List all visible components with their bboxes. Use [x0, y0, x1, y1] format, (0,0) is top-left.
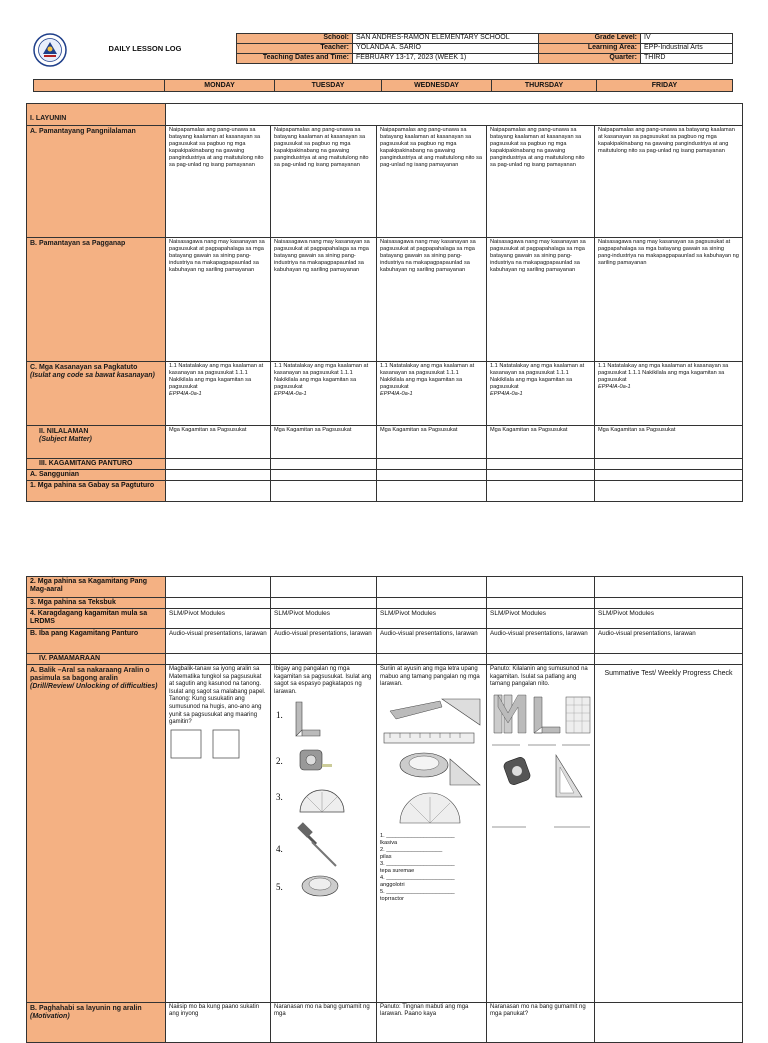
cell-fri-pang: Naipapamalas ang pang-unawa sa batayang kaalaman at kasanayan sa pagsusukat sa pagbuo ng mga kapakipakinabang na gawaing pangindustriya at ang maitutulong nito sa pag-unlad ng isang pamayanan — [595, 126, 743, 238]
header-info-table — [236, 33, 733, 64]
grade-value: IV — [641, 34, 733, 44]
cell-thu-pang: Naipapamalas ang pang-unawa sa batayang kaalaman at kasanayan sa pagsusukat sa pagbuo ng mga kapakipakinabang na gawaing pangindustriya at ang maitutulong nito sa pag-unlad ng isang pamayanan — [487, 126, 595, 238]
cell-wed-nilalaman: Mga Kagamitan sa Pagsusukat — [377, 426, 487, 459]
cell-wed-kasanayan: 1.1 Natatalakay ang mga kaalaman at kasanayan sa pagsusukat 1.1.1 Nakikilala ang mga kagamitan sa pagsusukat EPP4IA-0a-1 — [377, 362, 487, 426]
grid-ruler-icon — [566, 697, 590, 733]
cell-fri-pag: Naisasagawa nang may kasanayan sa pagsusukat at pagpapahalaga sa mga batayang gawain sa sining pang-industriya na makapagpapaunlad sa kabuhayan ng sariling pamayanan — [595, 238, 743, 362]
wed-item-1-word: lkasiva — [380, 839, 398, 846]
cell-fri-lrdms: SLM/Pivot Modules — [595, 609, 743, 629]
measuring-tools-figure — [274, 696, 374, 902]
balik-aral-label: A. Balik –Aral sa nakaraang Aralin o pasimula sa bagong aralin — [30, 667, 150, 682]
cell-fri-kasanayan: 1.1 Natatalakay ang mga kaalaman at kasanayan sa pagsusukat 1.1.1 Nakikilala ang mga kagamitan sa pagsusukat EPP4IA-0a-1 — [595, 362, 743, 426]
set-square-icon — [450, 759, 480, 785]
wed-item-4-word: anggolotri — [380, 881, 405, 888]
cell-tue-iba: Audio-visual presentations, larawan — [271, 629, 377, 654]
ruler-icon — [384, 733, 474, 743]
cell-tue-nilalaman: Mga Kagamitan sa Pagsusukat — [271, 426, 377, 459]
cell-mon-pag: Naisasagawa nang may kasanayan sa pagsusukat at pagpapahalaga sa mga batayang gawain sa sining pang-industriya na makapagpapaunlad sa kabuhayan ng sariling pamayanan — [166, 238, 271, 362]
tape-measure-icon — [400, 753, 448, 777]
row-nilalaman — [27, 426, 166, 459]
row-lrdms: 4. Karagdagang kagamitan mula sa LRDMS — [27, 609, 166, 629]
tool-number-3: 3. — [276, 792, 283, 803]
tool-number-2: 2. — [276, 756, 283, 767]
cell-mon-paghahabi: Naiisip mo ba kung paano sukatin ang inyong — [166, 1003, 271, 1043]
teacher-label: Teacher: — [237, 44, 353, 54]
area-value: EPP-Industrial Arts — [641, 44, 733, 54]
shapes-figure — [169, 727, 267, 761]
cell-wed-paghahabi: Panuto: Tingnan mabuti ang mga larawan. Paano kaya — [377, 1003, 487, 1043]
cell-thu-balik: Panuto: Kilalanin ang sumusunod na kagamitan. Isulat sa patlang ang tamang pangalan nito. — [487, 665, 595, 1003]
cell-mon-iba: Audio-visual presentations, larawan — [166, 629, 271, 654]
quarter-label: Quarter: — [539, 54, 641, 64]
dates-value: FEBRUARY 13-17, 2023 (WEEK 1) — [353, 54, 539, 64]
layunin-blank — [166, 104, 743, 126]
cell-tue-balik: Ibigay ang pangalan ng mga kagamitan sa pagsusukat. Isulat ang sagot sa espasyo pagkatapos ng larawan. 1. 2. 3. 4. 5. — [271, 665, 377, 1003]
row-iba-pang-kagamitan: B. Iba pang Kagamitang Panturo — [27, 629, 166, 654]
lesson-table-part1 — [26, 103, 743, 502]
paghahabi-sublabel: (Motivation) — [30, 1013, 70, 1020]
ruler-icon — [494, 695, 526, 733]
wed-item-5-word: toprractor — [380, 895, 404, 902]
row-paghahabi — [27, 1003, 166, 1043]
tape-measure-icon — [503, 756, 532, 786]
cell-tue-pang: Naipapamalas ang pang-unawa sa batayang kaalaman at kasanayan sa pagsusukat sa pagbuo ng mga kapakipakinabang na gawaing pangindustriya at ang maitutulong nito sa pag-unlad ng isang pamayanan — [271, 126, 377, 238]
nilalaman-sublabel: (Subject Matter) — [39, 436, 92, 443]
day-wednesday: WEDNESDAY — [382, 80, 492, 92]
set-square-icon — [556, 755, 582, 797]
dates-label: Teaching Dates and Time: — [237, 54, 353, 64]
quarter-value: THIRD — [641, 54, 733, 64]
days-bar-blank — [34, 80, 165, 92]
cell-tue-pag: Naisasagawa nang may kasanayan sa pagsusukat at pagpapahalaga sa mga batayang gawain sa sining pang-industriya na makapagpapaunlad sa kabuhayan ng sariling pamayanan — [271, 238, 377, 362]
cell-mon-kasanayan: 1.1 Natatalakay ang mga kaalaman at kasanayan sa pagsusukat 1.1.1 Nakikilala ang mga kagamitan sa pagsusukat EPP4IA-0a-1 — [166, 362, 271, 426]
row-kagamitang-panturo: III. KAGAMITANG PANTURO — [27, 459, 166, 470]
day-monday: MONDAY — [165, 80, 275, 92]
cell-thu-pag: Naisasagawa nang may kasanayan sa pagsusukat at pagpapahalaga sa mga batayang gawain sa sining pang-industriya na makapagpapaunlad sa kabuhayan ng sariling pamayanan — [487, 238, 595, 362]
cell-tue-paghahabi: Naranasan mo na bang gumamit ng mga — [271, 1003, 377, 1043]
cell-fri-iba: Audio-visual presentations, larawan — [595, 629, 743, 654]
row-kasanayan — [27, 362, 166, 426]
scrambled-tools-figure — [380, 693, 484, 829]
wed-item-2-word: pilas — [380, 853, 392, 860]
row-gabay: 1. Mga pahina sa Gabay sa Pagtuturo — [27, 481, 166, 502]
try-square-icon — [534, 697, 560, 733]
row-layunin: I. LAYUNIN — [27, 104, 166, 126]
nilalaman-label: II. NILALAMAN — [39, 428, 89, 435]
document-title: DAILY LESSON LOG — [108, 44, 182, 53]
row-kagamitang-pang-mag-aaral: 2. Mga pahina sa Kagamitang Pang Mag-aaral — [27, 577, 166, 598]
cell-thu-iba: Audio-visual presentations, larawan — [487, 629, 595, 654]
cell-wed-pag: Naisasagawa nang may kasanayan sa pagsusukat at pagpapahalaga sa mga batayang gawain sa sining pang-industriya na makapagpapaunlad sa kabuhayan ng sariling pamayanan — [377, 238, 487, 362]
cell-thu-kasanayan: 1.1 Natatalakay ang mga kaalaman at kasanayan sa pagsusukat 1.1.1 Nakikilala ang mga kagamitan sa pagsusukat EPP4IA-0a-1 — [487, 362, 595, 426]
row-pamamaraan: IV. PAMAMARAAN — [27, 654, 166, 665]
cell-wed-balik: Suriin at ayusin ang mga letra upang mabuo ang tamang pangalan ng mga larawan. 1. ______________________ lkasiva 2. __________________ pilas 3. ______________________ tepa suremae 4. ______________________ anggolotri 5. ______________________ toprractor — [377, 665, 487, 1003]
day-friday: FRIDAY — [597, 80, 733, 92]
row-teksbuk: 3. Mga pahina sa Teksbuk — [27, 598, 166, 609]
ruler-tape-icon — [302, 876, 338, 896]
balik-aral-sublabel: (Drill/Review/ Unlocking of difficulties) — [30, 683, 158, 690]
tool-number-1: 1. — [276, 710, 283, 721]
protractor-icon — [400, 793, 460, 823]
wed-item-3-word: tepa suremae — [380, 867, 415, 874]
try-square-icon — [296, 702, 320, 736]
hammer-icon — [297, 823, 336, 867]
cell-wed-lrdms: SLM/Pivot Modules — [377, 609, 487, 629]
cell-mon-balik: Magbalik-tanaw sa iyong aralin sa Matematika tungkol sa pagsusukat at sagutin ang kasunod na tanong. Isulat ang sagot sa malabang papel. Tanong: Kung susukatin ang sumusunod na hugis, ano-ano ang yunit sa pagsusukat ang maaring gamitin? — [166, 665, 271, 1003]
cell-wed-pang: Naipapamalas ang pang-unawa sa batayang kaalaman at kasanayan sa pagsusukat sa pagbuo ng mga kapakipakinabang na gawaing pangindustriya at ang maitutulong nito sa pag-unlad ng isang pamayanan — [377, 126, 487, 238]
deped-seal — [33, 33, 67, 67]
school-label: School: — [237, 34, 353, 44]
wed-item-2-line: 2. __________________ — [380, 846, 443, 853]
protractor-icon — [300, 790, 344, 812]
school-value: SAN ANDRES-RAMON ELEMENTARY SCHOOL — [353, 34, 539, 44]
kasanayan-label: C. Mga Kasanayan sa Pagkatuto — [30, 364, 138, 371]
row-pamantayang-pangnilalaman: A. Pamantayang Pangnilalaman — [27, 126, 166, 238]
tool-number-4: 4. — [276, 844, 283, 855]
tool-number-5: 5. — [276, 882, 283, 893]
kasanayan-sublabel: (Isulat ang code sa bawat kasanayan) — [30, 372, 155, 379]
cell-wed-iba: Audio-visual presentations, larawan — [377, 629, 487, 654]
cell-thu-lrdms: SLM/Pivot Modules — [487, 609, 595, 629]
grade-label: Grade Level: — [539, 34, 641, 44]
area-label: Learning Area: — [539, 44, 641, 54]
cell-thu-paghahabi: Naranasan mo na bang gumamit ng mga panukat? — [487, 1003, 595, 1043]
cell-fri-balik: Summative Test/ Weekly Progress Check — [595, 665, 743, 1003]
row-balik-aral — [27, 665, 166, 1003]
wed-item-1-line: 1. ______________________ — [380, 832, 455, 839]
wed-item-3-line: 3. ______________________ — [380, 860, 455, 867]
try-square-icon — [390, 701, 442, 719]
lesson-table-part2 — [26, 576, 743, 1043]
tape-measure-icon — [300, 750, 332, 770]
cell-fri-paghahabi — [595, 1003, 743, 1043]
identify-tools-figure — [490, 693, 592, 833]
cell-tue-kasanayan: 1.1 Natatalakay ang mga kaalaman at kasanayan sa pagsusukat 1.1.1 Nakikilala ang mga kagamitan sa pagsusukat EPP4IA-0a-1 — [271, 362, 377, 426]
cell-thu-nilalaman: Mga Kagamitan sa Pagsusukat — [487, 426, 595, 459]
wed-item-4-line: 4. ______________________ — [380, 874, 455, 881]
cell-tue-lrdms: SLM/Pivot Modules — [271, 609, 377, 629]
cell-fri-nilalaman: Mga Kagamitan sa Pagsusukat — [595, 426, 743, 459]
paghahabi-label: B. Paghahabi sa layunin ng aralin — [30, 1005, 142, 1012]
row-sanggunian: A. Sanggunian — [27, 470, 166, 481]
cell-mon-lrdms: SLM/Pivot Modules — [166, 609, 271, 629]
wed-item-5-line: 5. ______________________ — [380, 888, 455, 895]
row-pamantayan-pagganap: B. Pamantayan sa Pagganap — [27, 238, 166, 362]
cell-mon-nilalaman: Mga Kagamitan sa Pagsusukat — [166, 426, 271, 459]
triangle-ruler-icon — [442, 699, 480, 725]
day-tuesday: TUESDAY — [275, 80, 382, 92]
cell-mon-pang: Naipapamalas ang pang-unawa sa batayang kaalaman at kasanayan sa pagsusukat sa pagbuo ng mga kapakipakinabang na gawaing pangindustriya at ang maitutulong nito sa pag-unlad ng isang pamayanan — [166, 126, 271, 238]
teacher-value: YOLANDA A. SARIO — [353, 44, 539, 54]
day-thursday: THURSDAY — [492, 80, 597, 92]
days-bar — [33, 79, 733, 92]
